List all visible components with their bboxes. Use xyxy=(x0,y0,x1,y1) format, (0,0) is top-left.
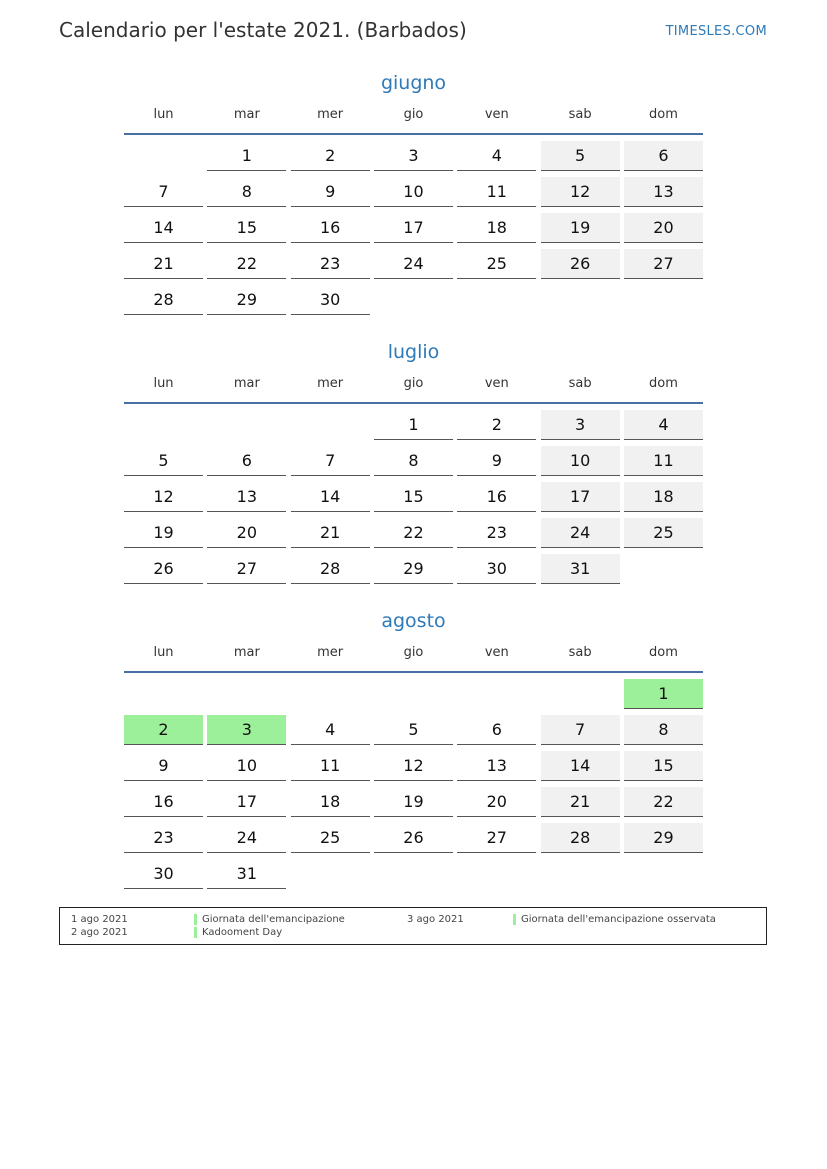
empty-cell xyxy=(207,679,286,709)
weekday-label: sab xyxy=(568,645,592,660)
day-grid xyxy=(124,141,703,315)
day-cell: 29 xyxy=(207,285,286,315)
day-cell: 10 xyxy=(374,177,453,207)
month-block-luglio xyxy=(124,338,703,584)
day-cell: 18 xyxy=(457,213,536,243)
empty-cell xyxy=(124,679,203,709)
day-cell: 16 xyxy=(291,213,370,243)
day-grid xyxy=(124,679,703,889)
holiday-day-cell: 1 xyxy=(624,679,703,709)
month-title: agosto xyxy=(381,610,446,632)
day-cell: 23 xyxy=(291,249,370,279)
weekday-label: dom xyxy=(649,645,678,660)
weekend-day-cell: 26 xyxy=(541,249,620,279)
day-cell: 1 xyxy=(207,141,286,171)
day-cell: 23 xyxy=(124,823,203,853)
weekend-day-cell: 5 xyxy=(541,141,620,171)
day-cell: 31 xyxy=(207,859,286,889)
empty-cell xyxy=(457,679,536,709)
holiday-day-cell: 3 xyxy=(207,715,286,745)
day-cell: 29 xyxy=(374,554,453,584)
legend-date: 3 ago 2021 xyxy=(407,914,464,925)
weekend-day-cell: 10 xyxy=(541,446,620,476)
weekday-label: ven xyxy=(484,376,509,391)
day-cell: 27 xyxy=(457,823,536,853)
legend-holiday-name: Giornata dell'emancipazione osservata xyxy=(521,914,716,925)
day-cell: 24 xyxy=(374,249,453,279)
day-cell: 4 xyxy=(457,141,536,171)
weekday-header xyxy=(124,374,703,394)
weekend-day-cell: 31 xyxy=(541,554,620,584)
page-title: Calendario per l'estate 2021. (Barbados) xyxy=(59,18,467,42)
day-cell: 9 xyxy=(291,177,370,207)
weekend-day-cell: 13 xyxy=(624,177,703,207)
weekend-day-cell: 4 xyxy=(624,410,703,440)
empty-cell xyxy=(124,410,203,440)
day-cell: 6 xyxy=(457,715,536,745)
weekend-day-cell: 15 xyxy=(624,751,703,781)
day-cell: 15 xyxy=(374,482,453,512)
day-cell: 19 xyxy=(124,518,203,548)
weekend-day-cell: 6 xyxy=(624,141,703,171)
day-cell: 10 xyxy=(207,751,286,781)
weekday-label: dom xyxy=(649,107,678,122)
day-cell: 9 xyxy=(124,751,203,781)
weekend-day-cell: 3 xyxy=(541,410,620,440)
day-cell: 30 xyxy=(457,554,536,584)
month-title: giugno xyxy=(380,72,447,94)
legend-holiday-name: Giornata dell'emancipazione xyxy=(202,914,345,925)
day-cell: 14 xyxy=(124,213,203,243)
day-cell: 26 xyxy=(374,823,453,853)
day-cell: 2 xyxy=(457,410,536,440)
day-cell: 7 xyxy=(291,446,370,476)
month-block-agosto xyxy=(124,607,703,889)
legend-color-swatch xyxy=(194,914,197,925)
day-cell: 17 xyxy=(207,787,286,817)
day-cell: 15 xyxy=(207,213,286,243)
weekend-day-cell: 12 xyxy=(541,177,620,207)
weekend-day-cell: 19 xyxy=(541,213,620,243)
day-cell: 30 xyxy=(124,859,203,889)
day-cell: 8 xyxy=(374,446,453,476)
day-cell: 22 xyxy=(207,249,286,279)
weekday-label: sab xyxy=(568,107,592,122)
day-cell: 5 xyxy=(124,446,203,476)
legend-holiday-name: Kadooment Day xyxy=(202,927,283,938)
day-cell: 9 xyxy=(457,446,536,476)
legend-date: 1 ago 2021 xyxy=(71,914,128,925)
legend-color-swatch xyxy=(513,914,516,925)
day-cell: 27 xyxy=(207,554,286,584)
weekend-day-cell: 24 xyxy=(541,518,620,548)
weekend-day-cell: 17 xyxy=(541,482,620,512)
day-cell: 3 xyxy=(374,141,453,171)
day-cell: 25 xyxy=(457,249,536,279)
day-cell: 13 xyxy=(457,751,536,781)
legend-color-swatch xyxy=(194,927,197,938)
day-cell: 21 xyxy=(124,249,203,279)
weekday-label: lun xyxy=(153,376,174,391)
day-cell: 14 xyxy=(291,482,370,512)
weekend-day-cell: 22 xyxy=(624,787,703,817)
weekday-label: mer xyxy=(317,645,344,660)
day-cell: 5 xyxy=(374,715,453,745)
day-cell: 20 xyxy=(207,518,286,548)
weekday-label: gio xyxy=(403,376,424,391)
day-cell: 13 xyxy=(207,482,286,512)
weekday-label: mer xyxy=(317,107,344,122)
day-grid xyxy=(124,410,703,584)
header-rule xyxy=(124,402,703,404)
weekday-label: mar xyxy=(233,107,260,122)
day-cell: 30 xyxy=(291,285,370,315)
empty-cell xyxy=(291,679,370,709)
day-cell: 24 xyxy=(207,823,286,853)
day-cell: 23 xyxy=(457,518,536,548)
weekday-label: mar xyxy=(233,376,260,391)
header-rule xyxy=(124,671,703,673)
month-block-giugno xyxy=(124,69,703,315)
day-cell: 11 xyxy=(291,751,370,781)
day-cell: 11 xyxy=(457,177,536,207)
day-cell: 26 xyxy=(124,554,203,584)
legend-date: 2 ago 2021 xyxy=(71,927,128,938)
month-title: luglio xyxy=(387,341,440,363)
weekend-day-cell: 21 xyxy=(541,787,620,817)
weekday-label: dom xyxy=(649,376,678,391)
weekday-label: mar xyxy=(233,645,260,660)
weekday-label: ven xyxy=(484,107,509,122)
day-cell: 16 xyxy=(457,482,536,512)
weekday-header xyxy=(124,643,703,663)
brand-link[interactable]: TIMESLES.COM xyxy=(665,24,767,39)
day-cell: 20 xyxy=(457,787,536,817)
weekday-label: ven xyxy=(484,645,509,660)
holiday-legend xyxy=(59,907,767,945)
day-cell: 22 xyxy=(374,518,453,548)
weekend-day-cell: 29 xyxy=(624,823,703,853)
weekend-day-cell: 14 xyxy=(541,751,620,781)
day-cell: 28 xyxy=(291,554,370,584)
day-cell: 12 xyxy=(124,482,203,512)
day-cell: 8 xyxy=(207,177,286,207)
header-rule xyxy=(124,133,703,135)
day-cell: 16 xyxy=(124,787,203,817)
day-cell: 17 xyxy=(374,213,453,243)
day-cell: 6 xyxy=(207,446,286,476)
weekend-day-cell: 8 xyxy=(624,715,703,745)
day-cell: 1 xyxy=(374,410,453,440)
day-cell: 7 xyxy=(124,177,203,207)
weekend-day-cell: 7 xyxy=(541,715,620,745)
weekend-day-cell: 28 xyxy=(541,823,620,853)
day-cell: 12 xyxy=(374,751,453,781)
holiday-day-cell: 2 xyxy=(124,715,203,745)
weekday-label: sab xyxy=(568,376,592,391)
weekend-day-cell: 27 xyxy=(624,249,703,279)
weekday-label: lun xyxy=(153,645,174,660)
weekday-header xyxy=(124,105,703,125)
weekday-label: gio xyxy=(403,645,424,660)
weekday-label: gio xyxy=(403,107,424,122)
empty-cell xyxy=(541,679,620,709)
day-cell: 18 xyxy=(291,787,370,817)
day-cell: 2 xyxy=(291,141,370,171)
empty-cell xyxy=(374,679,453,709)
empty-cell xyxy=(124,141,203,171)
weekend-day-cell: 11 xyxy=(624,446,703,476)
weekend-day-cell: 18 xyxy=(624,482,703,512)
day-cell: 19 xyxy=(374,787,453,817)
weekday-label: lun xyxy=(153,107,174,122)
empty-cell xyxy=(207,410,286,440)
weekend-day-cell: 20 xyxy=(624,213,703,243)
empty-cell xyxy=(291,410,370,440)
weekday-label: mer xyxy=(317,376,344,391)
day-cell: 25 xyxy=(291,823,370,853)
day-cell: 21 xyxy=(291,518,370,548)
weekend-day-cell: 25 xyxy=(624,518,703,548)
day-cell: 28 xyxy=(124,285,203,315)
day-cell: 4 xyxy=(291,715,370,745)
